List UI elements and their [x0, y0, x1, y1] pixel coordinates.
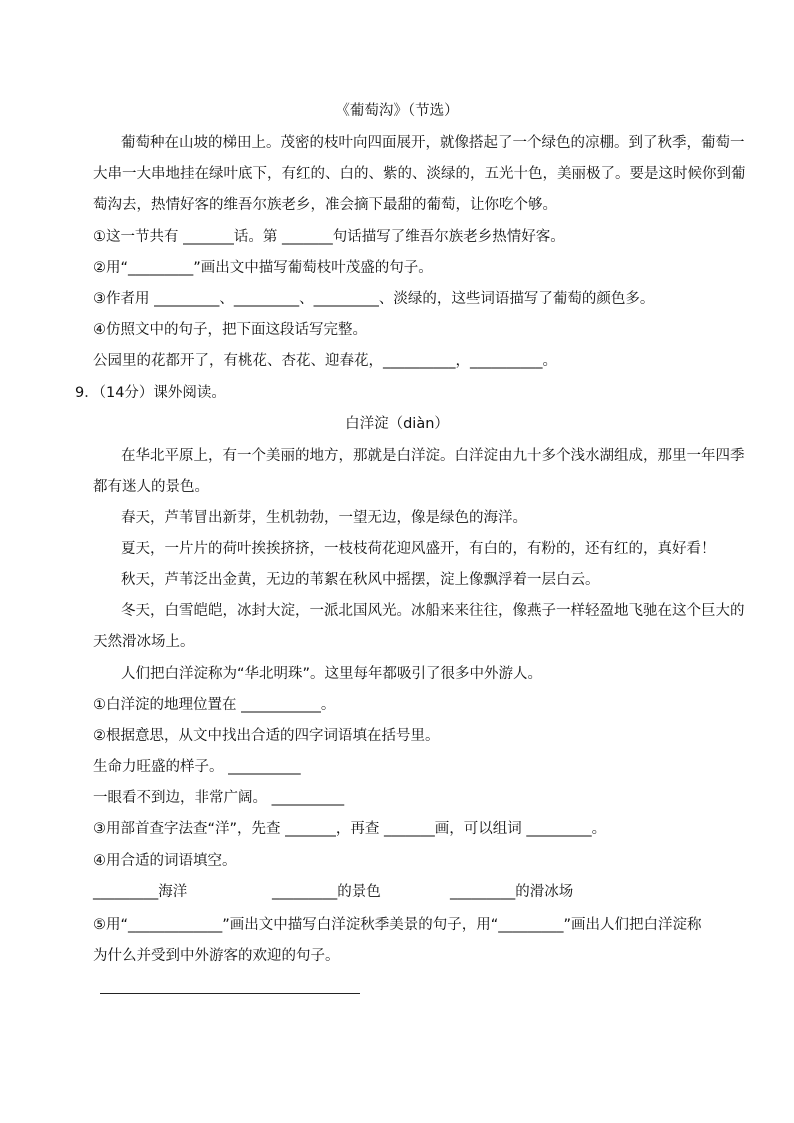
passage-2-question-2: ②根据意思，从文中找出合适的四字词语填在括号里。: [93, 728, 440, 744]
passage-2-question-4: ④用合适的词语填空。: [93, 853, 237, 869]
passage-2-question-1: ①白洋淀的地理位置在 ___________。: [93, 697, 336, 713]
passage-2-line-3: 春天，芦苇冒出新芽，生机勃勃，一望无边，像是绿色的海洋。: [121, 510, 527, 526]
passage-2-question-2-a: 生命力旺盛的样子。 __________: [93, 759, 301, 775]
passage-2-title: 白洋淀（diàn）: [345, 416, 449, 432]
passage-1-question-4-prompt: 公园里的花都开了，有桃花、杏花、迎春花，__________，__________。: [93, 353, 557, 369]
passage-1-line-1: 葡萄种在山坡的梯田上。茂密的枝叶向四面展开，就像搭起了一个绿色的凉棚。到了秋季，葡萄一: [121, 135, 745, 151]
passage-1-title: 《葡萄沟》（节选）: [335, 103, 459, 119]
passage-2-line-5: 秋天，芦苇泛出金黄，无边的苇絮在秋风中摇摆，淀上像飘浮着一层白云。: [121, 572, 600, 588]
passage-1-line-2: 大串一大串地挂在绿叶底下，有红的、白的、紫的、淡绿的，五光十色，美丽极了。要是这时候你到葡: [93, 166, 746, 182]
passage-2-question-5: ⑤用“_____________”画出文中描写白洋淀秋季美景的句子，用“_________”画出人们把白洋淀称: [93, 917, 702, 933]
fill-blank-scenery: _________的景色: [272, 884, 381, 900]
passage-2-question-2-b: 一眼看不到边，非常广阔。 __________: [93, 790, 345, 806]
passage-1-question-1: ①这一节共有 _______话。第 _______句话描写了维吾尔族老乡热情好客。: [93, 229, 565, 245]
passage-1-question-4: ④仿照文中的句子，把下面这段话写完整。: [93, 322, 367, 338]
answer-line[interactable]: [100, 993, 360, 994]
fill-blank-rink: _________的滑冰场: [450, 884, 574, 900]
passage-1-question-2: ②用“_________”画出文中描写葡萄枝叶茂盛的句子。: [93, 260, 433, 276]
passage-2-line-6: 冬天，白雪皑皑，冰封大淀，一派北国风光。冰船来来往往，像燕子一样轻盈地飞驰在这个巨大的: [121, 603, 745, 619]
passage-2-line-1: 在华北平原上，有一个美丽的地方，那就是白洋淀。白洋淀由九十多个浅水湖组成，那里一年四季: [121, 448, 745, 464]
passage-2-line-2: 都有迷人的景色。: [93, 479, 209, 495]
question-9-header: 9．（14分）课外阅读。: [75, 385, 226, 401]
passage-1-question-3: ③作者用 _________、_________、_________、淡绿的，这些词语描写了葡萄的颜色多。: [93, 291, 655, 307]
passage-2-line-7: 天然滑冰场上。: [93, 634, 195, 650]
passage-1-line-3: 萄沟去，热情好客的维吾尔族老乡，准会摘下最甜的葡萄，让你吃个够。: [93, 197, 557, 213]
passage-2-question-5-cont: 为什么并受到中外游客的欢迎的句子。: [93, 948, 340, 964]
passage-2-line-8: 人们把白洋淀称为“华北明珠”。这里每年都吸引了很多中外游人。: [121, 666, 543, 682]
passage-2-question-3: ③用部首查字法查“洋”，先查 _______，再查 _______画，可以组词 _________。: [93, 821, 607, 837]
fill-blank-ocean: _________海洋: [93, 884, 188, 900]
passage-2-line-4: 夏天，一片片的荷叶挨挨挤挤，一枝枝荷花迎风盛开，有白的，有粉的，还有红的，真好看！: [121, 541, 716, 557]
